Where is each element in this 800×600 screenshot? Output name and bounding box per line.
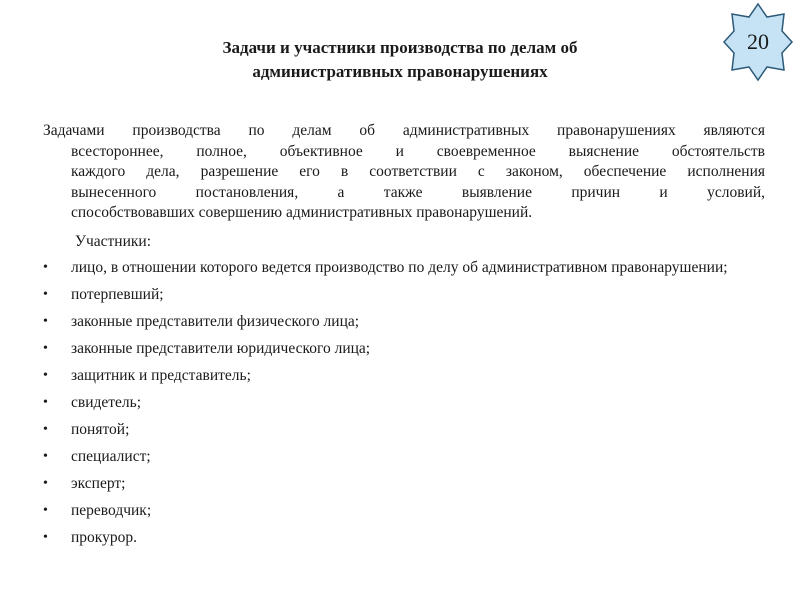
list-item-text: специалист; xyxy=(71,448,151,465)
list-item xyxy=(0,393,766,413)
list-item-text: свидетель; xyxy=(71,394,142,411)
bullet-icon: • xyxy=(43,530,48,545)
list-item xyxy=(0,501,766,521)
list-item-text: потерпевший; xyxy=(71,286,164,303)
list-item xyxy=(0,258,766,278)
slide-number: 20 xyxy=(747,29,769,54)
page-title xyxy=(140,36,660,84)
bullet-icon: • xyxy=(43,287,48,302)
bullet-icon: • xyxy=(43,368,48,383)
bullet-icon: • xyxy=(43,341,48,356)
title-line-1: Задачи и участники производства по делам об xyxy=(222,38,578,57)
bullet-icon: • xyxy=(43,260,48,275)
bullet-icon: • xyxy=(43,314,48,329)
list-item xyxy=(0,366,766,386)
list-item xyxy=(0,312,766,332)
list-item-text: прокурор. xyxy=(71,529,137,546)
intro-paragraph xyxy=(43,121,765,224)
intro-line-3: каждого дела, разрешение его в соответствии с законом, обеспечение исполнения xyxy=(71,163,765,180)
list-item-text: защитник и представитель; xyxy=(71,367,251,384)
intro-line-1: Задачами производства по делам об административных правонарушениях являются xyxy=(43,122,765,139)
participants-list xyxy=(0,258,800,555)
bullet-icon: • xyxy=(43,395,48,410)
list-item-text: законные представители юридического лица; xyxy=(71,340,371,357)
list-item-text: лицо, в отношении которого ведется производство по делу об административном правонарушении; xyxy=(71,259,728,276)
intro-line-2: всестороннее, полное, объективное и своевременное выяснение обстоятельств xyxy=(71,142,765,160)
list-item xyxy=(0,474,766,494)
list-item xyxy=(0,339,766,359)
bullet-icon: • xyxy=(43,422,48,437)
list-item-text: переводчик; xyxy=(71,502,152,519)
bullet-icon: • xyxy=(43,449,48,464)
list-item-text: законные представители физического лица; xyxy=(71,313,360,330)
list-item xyxy=(0,285,766,305)
list-item xyxy=(0,447,766,467)
bullet-icon: • xyxy=(43,476,48,491)
list-item xyxy=(0,528,766,548)
list-item-text: понятой; xyxy=(71,421,130,438)
intro-line-4: вынесенного постановления, а также выявление причин и условий, xyxy=(71,183,765,201)
list-item xyxy=(0,420,766,440)
slide-number-badge xyxy=(722,2,794,82)
bullet-icon: • xyxy=(43,503,48,518)
intro-line-5: способствовавших совершению административных правонарушений. xyxy=(71,204,533,221)
participants-heading: Участники: xyxy=(75,233,152,250)
list-item-text: эксперт; xyxy=(71,475,126,492)
title-line-2: административных правонарушениях xyxy=(252,62,548,81)
